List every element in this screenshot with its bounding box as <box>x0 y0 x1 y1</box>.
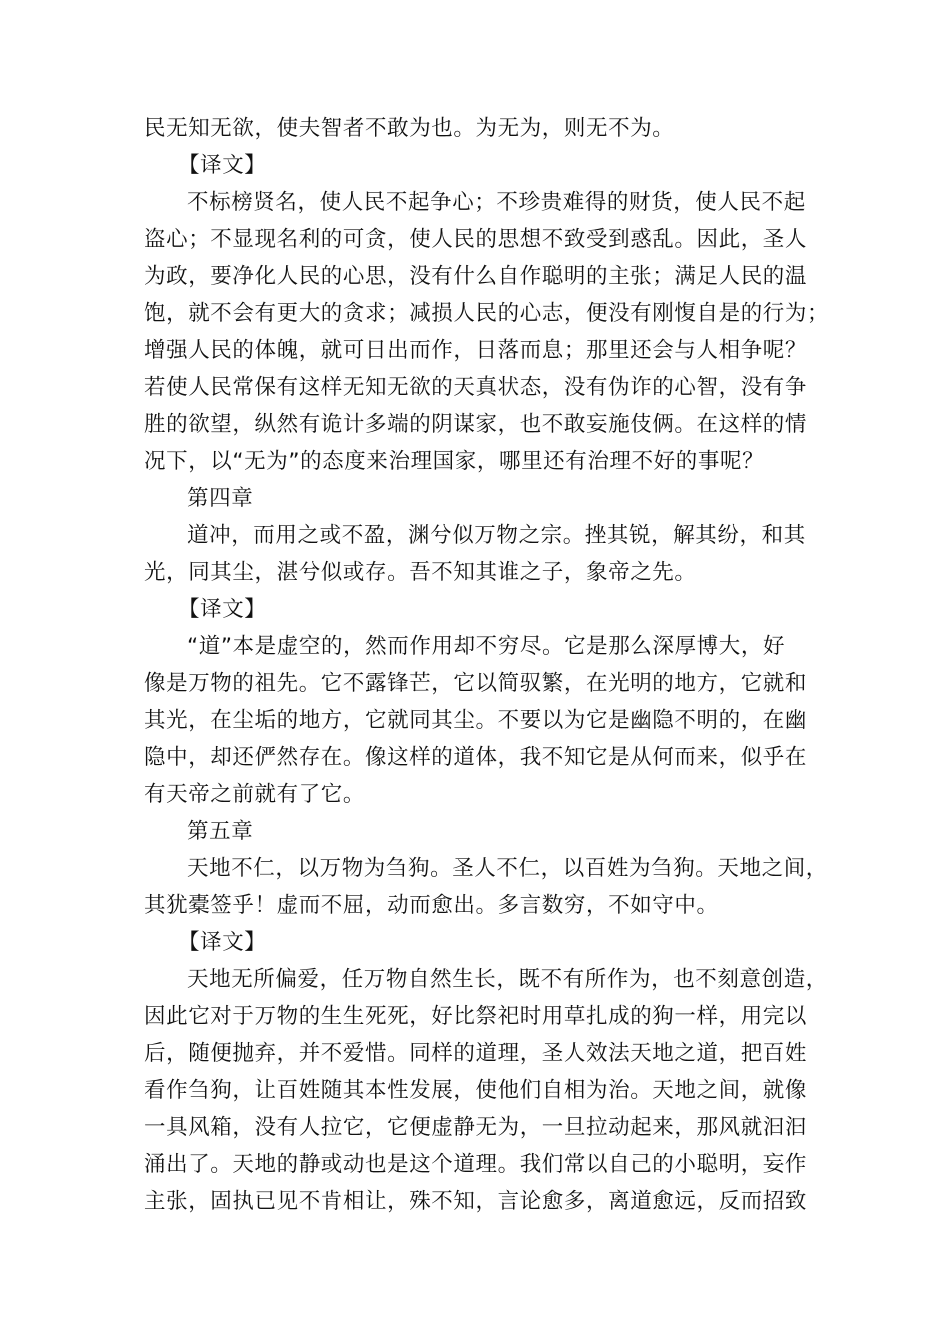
document-body <box>144 110 830 1220</box>
text-line: 其光，在尘垢的地方，它就同其尘。不要以为它是幽隐不明的，在幽 <box>144 708 808 733</box>
text-line: 况下，以“无为”的态度来治理国家，哪里还有治理不好的事呢？ <box>144 449 765 474</box>
chapter-heading: 第四章 <box>187 486 254 511</box>
section-label-translation: 【译文】 <box>178 153 267 178</box>
text-line: 胜的欲望，纵然有诡计多端的阴谋家，也不敢妄施伎俩。在这样的情 <box>144 412 808 437</box>
text-line: 民无知无欲，使夫智者不敢为也。为无为，则无不为。 <box>144 116 675 141</box>
section-label-translation: 【译文】 <box>178 597 267 622</box>
paragraph-start-line: “道”本是虚空的，然而作用却不穷尽。它是那么深厚博大，好 <box>187 634 786 659</box>
text-line: 有天帝之前就有了它。 <box>144 782 366 807</box>
text-line: 为政，要净化人民的心思，没有什么自作聪明的主张；满足人民的温 <box>144 264 808 289</box>
text-line: 光，同其尘，湛兮似或存。吾不知其谁之子，象帝之先。 <box>144 560 697 585</box>
chapter-heading: 第五章 <box>187 819 254 844</box>
text-line: 增强人民的体魄，就可日出而作，日落而息；那里还会与人相争呢？ <box>144 338 808 363</box>
paragraph-start-line: 天地不仁，以万物为刍狗。圣人不仁，以百姓为刍狗。天地之间， <box>187 856 828 881</box>
section-label-translation: 【译文】 <box>178 930 267 955</box>
paragraph-start-line: 天地无所偏爱，任万物自然生长，既不有所作为，也不刻意创造， <box>187 967 828 992</box>
text-line: 饱，就不会有更大的贪求；减损人民的心志，便没有刚愎自是的行为； <box>144 301 830 326</box>
text-line: 若使人民常保有这样无知无欲的天真状态，没有伪诈的心智，没有争 <box>144 375 808 400</box>
text-line: 因此它对于万物的生生死死，好比祭祀时用草扎成的狗一样，用完以 <box>144 1004 808 1029</box>
text-line: 像是万物的祖先。它不露锋芒，它以简驭繁，在光明的地方，它就和 <box>144 671 808 696</box>
text-line: 后，随便抛弃，并不爱惜。同样的道理，圣人效法天地之道，把百姓 <box>144 1041 808 1066</box>
paragraph-start-line: 道冲，而用之或不盈，渊兮似万物之宗。挫其锐，解其纷，和其 <box>187 523 806 548</box>
text-line: 其犹橐签乎！虚而不屈，动而愈出。多言数穷，不如守中。 <box>144 893 719 918</box>
text-line: 涌出了。天地的静或动也是这个道理。我们常以自己的小聪明，妄作 <box>144 1152 808 1177</box>
text-line: 主张，固执已见不肯相让，殊不知，言论愈多，离道愈远，反而招致 <box>144 1189 808 1214</box>
text-line: 隐中，却还俨然存在。像这样的道体，我不知它是从何而来，似乎在 <box>144 745 808 770</box>
text-line: 看作刍狗，让百姓随其本性发展，使他们自相为治。天地之间，就像 <box>144 1078 808 1103</box>
text-line: 一具风箱，没有人拉它，它便虚静无为，一旦拉动起来，那风就汩汩 <box>144 1115 808 1140</box>
text-line: 盗心；不显现名利的可贪，使人民的思想不致受到惑乱。因此，圣人 <box>144 227 808 252</box>
paragraph-start-line: 不标榜贤名，使人民不起争心；不珍贵难得的财货，使人民不起 <box>187 190 806 215</box>
